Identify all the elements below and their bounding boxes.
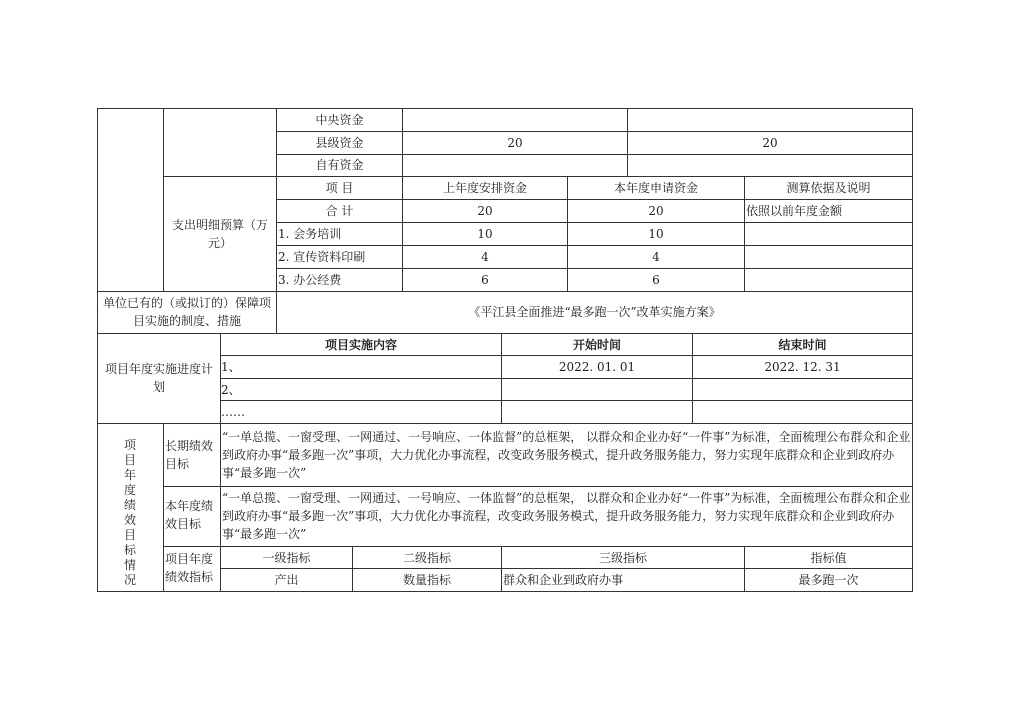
indicator-header-l2: 二级指标 bbox=[402, 551, 451, 565]
indicator-row-l2: 数量指标 bbox=[402, 573, 451, 587]
performance-label-char: 项 bbox=[123, 438, 136, 452]
budget-header-item: 项 目 bbox=[325, 181, 354, 195]
budget-row-item: 1. 会务培训 bbox=[278, 227, 342, 241]
performance-label-char: 况 bbox=[123, 573, 136, 587]
budget-row-curr: 4 bbox=[652, 250, 660, 264]
budget-row-prev: 10 bbox=[477, 227, 493, 241]
long-term-goal-label: 长期绩效目标 bbox=[165, 439, 214, 471]
rule bbox=[220, 400, 913, 401]
budget-row-item: 3. 办公经费 bbox=[278, 273, 342, 287]
schedule-row-end: 2022. 12. 31 bbox=[764, 360, 841, 374]
budget-header-curr: 本年度申请资金 bbox=[613, 181, 698, 195]
annual-goal-text: “一单总揽、一窗受理、一网通过、一号响应、一体监督”的总框架， 以群众和企业办好“一件事”为标准，全面梳理公布群众和企业到政府办事“最多跑一次”事项，大力优化办事流程，改变政务服务模式，提升政务服务能力，努力实现年底群众和企业到政府办事“最多跑一次” bbox=[222, 491, 911, 541]
indicator-label: 项目年度绩效指标 bbox=[165, 552, 214, 584]
rule bbox=[163, 108, 164, 291]
schedule-header-end: 结束时间 bbox=[778, 338, 827, 352]
performance-label-char: 目 bbox=[123, 528, 136, 542]
performance-label-char: 情 bbox=[123, 558, 136, 572]
schedule-header-content: 项目实施内容 bbox=[324, 338, 397, 352]
budget-row-curr: 10 bbox=[648, 227, 664, 241]
budget-row-prev: 4 bbox=[481, 250, 489, 264]
county-funds-label: 县级资金 bbox=[315, 136, 364, 150]
rule bbox=[97, 291, 913, 292]
indicator-row-l1: 产出 bbox=[274, 573, 299, 587]
rule bbox=[163, 423, 164, 591]
schedule-row-start: 2022. 01. 01 bbox=[558, 360, 636, 374]
performance-label-char: 标 bbox=[123, 543, 136, 557]
budget-row-prev: 6 bbox=[481, 273, 489, 287]
performance-label bbox=[123, 438, 137, 588]
schedule-row-content: …… bbox=[221, 405, 245, 419]
measures-value: 《平江县全面推进“最多跑一次”改革实施方案》 bbox=[468, 305, 721, 319]
schedule-row-content: 2、 bbox=[221, 383, 241, 397]
budget-header-basis: 测算依据及说明 bbox=[786, 181, 871, 195]
budget-header-prev: 上年度安排资金 bbox=[442, 181, 527, 195]
table-right-border bbox=[912, 108, 913, 591]
indicator-header-l3: 三级指标 bbox=[598, 551, 647, 565]
budget-total-basis: 依照以前年度金额 bbox=[746, 204, 843, 218]
county-funds-prev-value: 20 bbox=[507, 136, 523, 150]
indicator-header-value: 指标值 bbox=[810, 551, 847, 565]
performance-label-char: 绩 bbox=[123, 498, 136, 512]
rule bbox=[163, 486, 913, 487]
budget-row-curr: 6 bbox=[652, 273, 660, 287]
measures-label: 单位已有的（或拟订的）保障项目实施的制度、措施 bbox=[102, 296, 271, 328]
indicator-row-value: 最多跑一次 bbox=[798, 573, 859, 587]
schedule-row-content: 1、 bbox=[221, 360, 241, 374]
performance-label-char: 年 bbox=[123, 468, 136, 482]
budget-total-curr: 20 bbox=[648, 204, 664, 218]
rule bbox=[220, 378, 913, 379]
long-term-goal-text: “一单总揽、一窗受理、一网通过、一号响应、一体监督”的总框架， 以群众和企业办好“一件事”为标准，全面梳理公布群众和企业到政府办事“最多跑一次”事项，大力优化办事流程，改变政务服务模式，提升政务服务能力，努力实现年底群众和企业到政府办事“最多跑一次” bbox=[222, 430, 911, 480]
table-bottom-border bbox=[97, 591, 913, 592]
indicator-header-l1: 一级指标 bbox=[262, 551, 311, 565]
budget-total-label: 合 计 bbox=[325, 204, 354, 218]
self-funds-label: 自有资金 bbox=[315, 158, 364, 172]
schedule-header-start: 开始时间 bbox=[572, 338, 621, 352]
indicator-row-l3: 群众和企业到政府办事 bbox=[503, 573, 624, 587]
county-funds-curr-value: 20 bbox=[762, 136, 778, 150]
performance-label-char: 目 bbox=[123, 453, 136, 467]
table-left-border bbox=[97, 108, 98, 591]
budget-total-prev: 20 bbox=[477, 204, 493, 218]
table-top-border bbox=[97, 108, 913, 109]
budget-row-item: 2. 宣传资料印刷 bbox=[278, 250, 366, 264]
performance-label-char: 效 bbox=[123, 513, 136, 527]
central-funds-label: 中央资金 bbox=[315, 113, 364, 127]
annual-goal-label: 本年度绩效目标 bbox=[165, 499, 214, 531]
performance-label-char: 度 bbox=[123, 483, 136, 497]
budget-section-label: 支出明细预算（万元） bbox=[171, 218, 268, 250]
schedule-label: 项目年度实施进度计划 bbox=[104, 362, 213, 394]
